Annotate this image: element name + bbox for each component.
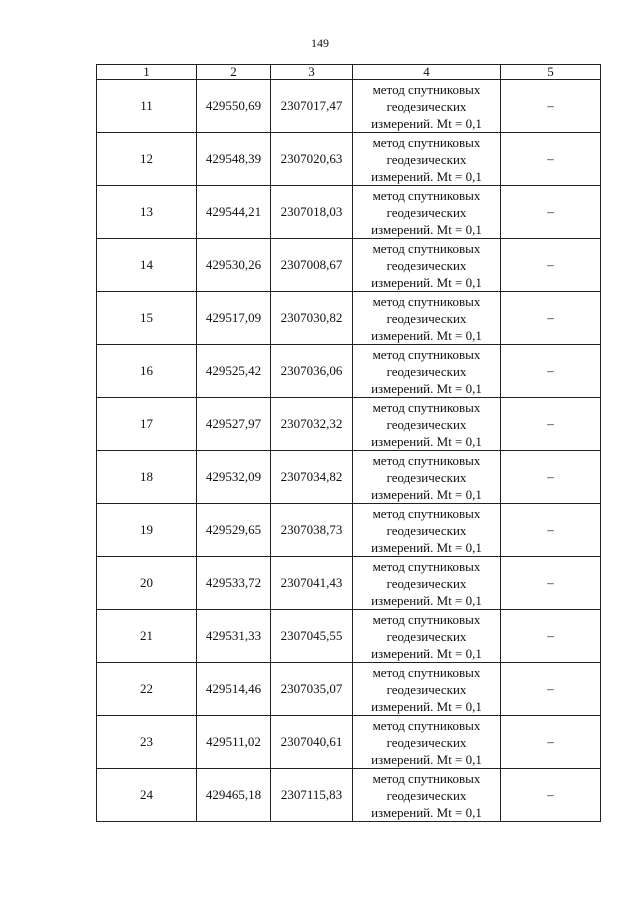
method-line: метод спутниковых xyxy=(372,558,481,574)
note-cell: – xyxy=(501,80,601,133)
note-cell: – xyxy=(501,610,601,663)
y-coordinate-cell: 2307020,63 xyxy=(271,133,353,186)
x-coordinate-cell: 429544,21 xyxy=(197,186,271,239)
method-line: метод спутниковых xyxy=(372,452,481,468)
y-coordinate-cell: 2307040,61 xyxy=(271,716,353,769)
column-header: 4 xyxy=(353,65,501,80)
point-number-cell: 24 xyxy=(97,769,197,822)
method-line: метод спутниковых xyxy=(372,505,481,521)
point-number-cell: 15 xyxy=(97,292,197,345)
table-row xyxy=(97,292,601,345)
table-row xyxy=(97,345,601,398)
x-coordinate-cell: 429530,26 xyxy=(197,239,271,292)
method-cell xyxy=(353,716,501,769)
y-coordinate-cell: 2307034,82 xyxy=(271,451,353,504)
x-coordinate-cell: 429511,02 xyxy=(197,716,271,769)
x-coordinate-cell: 429527,97 xyxy=(197,398,271,451)
note-cell: – xyxy=(501,769,601,822)
y-coordinate-cell: 2307045,55 xyxy=(271,610,353,663)
note-cell: – xyxy=(501,504,601,557)
point-number-cell: 12 xyxy=(97,133,197,186)
y-coordinate-cell: 2307018,03 xyxy=(271,186,353,239)
method-cell xyxy=(353,186,501,239)
table-row xyxy=(97,610,601,663)
x-coordinate-cell: 429525,42 xyxy=(197,345,271,398)
method-line: измерений. Mt = 0,1 xyxy=(371,168,482,184)
y-coordinate-cell: 2307035,07 xyxy=(271,663,353,716)
y-coordinate-cell: 2307036,06 xyxy=(271,345,353,398)
y-coordinate-cell: 2307030,82 xyxy=(271,292,353,345)
column-header: 1 xyxy=(97,65,197,80)
method-cell xyxy=(353,133,501,186)
method-line: метод спутниковых xyxy=(372,664,481,680)
method-line: геодезических xyxy=(386,522,467,538)
method-line: метод спутниковых xyxy=(372,293,481,309)
point-number-cell: 17 xyxy=(97,398,197,451)
method-line: геодезических xyxy=(386,416,467,432)
table-row xyxy=(97,133,601,186)
point-number-cell: 19 xyxy=(97,504,197,557)
table-row xyxy=(97,239,601,292)
x-coordinate-cell: 429548,39 xyxy=(197,133,271,186)
table-row xyxy=(97,663,601,716)
method-line: геодезических xyxy=(386,151,467,167)
x-coordinate-cell: 429465,18 xyxy=(197,769,271,822)
method-line: метод спутниковых xyxy=(372,134,481,150)
y-coordinate-cell: 2307038,73 xyxy=(271,504,353,557)
method-cell xyxy=(353,769,501,822)
y-coordinate-cell: 2307041,43 xyxy=(271,557,353,610)
note-cell: – xyxy=(501,398,601,451)
method-cell xyxy=(353,345,501,398)
method-line: геодезических xyxy=(386,628,467,644)
method-line: измерений. Mt = 0,1 xyxy=(371,751,482,767)
table-body xyxy=(97,80,601,822)
y-coordinate-cell: 2307032,32 xyxy=(271,398,353,451)
method-line: метод спутниковых xyxy=(372,187,481,203)
method-line: геодезических xyxy=(386,204,467,220)
x-coordinate-cell: 429517,09 xyxy=(197,292,271,345)
x-coordinate-cell: 429529,65 xyxy=(197,504,271,557)
note-cell: – xyxy=(501,451,601,504)
table-row xyxy=(97,80,601,133)
method-line: метод спутниковых xyxy=(372,346,481,362)
point-number-cell: 14 xyxy=(97,239,197,292)
method-cell xyxy=(353,398,501,451)
method-cell xyxy=(353,80,501,133)
point-number-cell: 11 xyxy=(97,80,197,133)
method-line: метод спутниковых xyxy=(372,81,481,97)
x-coordinate-cell: 429514,46 xyxy=(197,663,271,716)
method-line: метод спутниковых xyxy=(372,399,481,415)
table-row xyxy=(97,504,601,557)
point-number-cell: 13 xyxy=(97,186,197,239)
note-cell: – xyxy=(501,663,601,716)
table-row xyxy=(97,398,601,451)
y-coordinate-cell: 2307017,47 xyxy=(271,80,353,133)
method-line: геодезических xyxy=(386,363,467,379)
method-line: измерений. Mt = 0,1 xyxy=(371,698,482,714)
method-line: метод спутниковых xyxy=(372,717,481,733)
method-line: геодезических xyxy=(386,734,467,750)
method-line: измерений. Mt = 0,1 xyxy=(371,433,482,449)
method-line: метод спутниковых xyxy=(372,770,481,786)
method-line: измерений. Mt = 0,1 xyxy=(371,380,482,396)
method-cell xyxy=(353,451,501,504)
column-header: 3 xyxy=(271,65,353,80)
note-cell: – xyxy=(501,133,601,186)
method-line: геодезических xyxy=(386,787,467,803)
method-line: измерений. Mt = 0,1 xyxy=(371,274,482,290)
note-cell: – xyxy=(501,557,601,610)
method-line: измерений. Mt = 0,1 xyxy=(371,221,482,237)
y-coordinate-cell: 2307008,67 xyxy=(271,239,353,292)
x-coordinate-cell: 429550,69 xyxy=(197,80,271,133)
table-header-row xyxy=(97,65,601,80)
method-line: измерений. Mt = 0,1 xyxy=(371,115,482,131)
column-header: 2 xyxy=(197,65,271,80)
method-line: измерений. Mt = 0,1 xyxy=(371,592,482,608)
method-line: метод спутниковых xyxy=(372,240,481,256)
method-line: геодезических xyxy=(386,575,467,591)
method-cell xyxy=(353,557,501,610)
method-cell xyxy=(353,239,501,292)
x-coordinate-cell: 429532,09 xyxy=(197,451,271,504)
x-coordinate-cell: 429531,33 xyxy=(197,610,271,663)
method-cell xyxy=(353,663,501,716)
point-number-cell: 22 xyxy=(97,663,197,716)
page-number: 149 xyxy=(311,36,329,50)
point-number-cell: 20 xyxy=(97,557,197,610)
table-row xyxy=(97,769,601,822)
note-cell: – xyxy=(501,292,601,345)
table-row xyxy=(97,451,601,504)
method-line: геодезических xyxy=(386,681,467,697)
method-line: измерений. Mt = 0,1 xyxy=(371,804,482,820)
x-coordinate-cell: 429533,72 xyxy=(197,557,271,610)
method-line: геодезических xyxy=(386,469,467,485)
table-row xyxy=(97,716,601,769)
method-cell xyxy=(353,504,501,557)
note-cell: – xyxy=(501,345,601,398)
method-cell xyxy=(353,292,501,345)
note-cell: – xyxy=(501,239,601,292)
y-coordinate-cell: 2307115,83 xyxy=(271,769,353,822)
method-line: геодезических xyxy=(386,310,467,326)
note-cell: – xyxy=(501,716,601,769)
method-line: измерений. Mt = 0,1 xyxy=(371,645,482,661)
point-number-cell: 23 xyxy=(97,716,197,769)
point-number-cell: 18 xyxy=(97,451,197,504)
coordinates-table xyxy=(96,64,601,822)
point-number-cell: 16 xyxy=(97,345,197,398)
method-line: геодезических xyxy=(386,98,467,114)
method-line: измерений. Mt = 0,1 xyxy=(371,486,482,502)
table-row xyxy=(97,557,601,610)
method-line: метод спутниковых xyxy=(372,611,481,627)
method-line: измерений. Mt = 0,1 xyxy=(371,327,482,343)
column-header: 5 xyxy=(501,65,601,80)
table-row xyxy=(97,186,601,239)
method-cell xyxy=(353,610,501,663)
point-number-cell: 21 xyxy=(97,610,197,663)
note-cell: – xyxy=(501,186,601,239)
method-line: измерений. Mt = 0,1 xyxy=(371,539,482,555)
method-line: геодезических xyxy=(386,257,467,273)
